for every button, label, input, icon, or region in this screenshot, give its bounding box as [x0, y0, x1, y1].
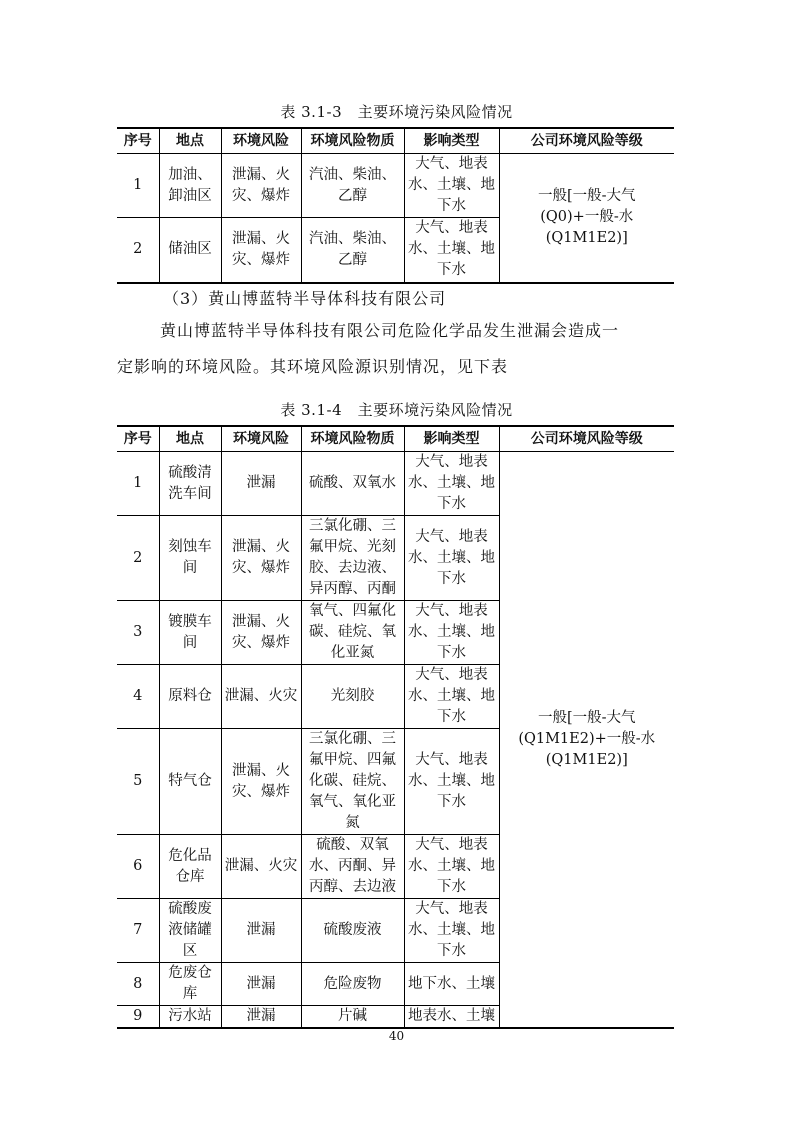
cell-no: 9 — [117, 1006, 159, 1029]
cell-place: 危废仓库 — [159, 963, 221, 1006]
paragraph-line-2: 定影响的环境风险。其环境风险源识别情况，见下表 — [117, 357, 509, 376]
cell-risk: 泄漏、火灾 — [221, 835, 301, 899]
col-header-level: 公司环境风险等级 — [499, 426, 674, 452]
cell-substance: 汽油、柴油、乙醇 — [301, 154, 404, 218]
cell-impact: 大气、地表水、土壤、地下水 — [404, 452, 499, 516]
cell-place: 加油、卸油区 — [159, 154, 221, 218]
cell-impact: 地下水、土壤 — [404, 963, 499, 1006]
col-header-no: 序号 — [117, 426, 159, 452]
table2-header-row — [117, 426, 674, 452]
cell-risk: 泄漏 — [221, 1006, 301, 1029]
col-header-place: 地点 — [159, 426, 221, 452]
cell-place: 储油区 — [159, 218, 221, 283]
cell-substance: 硫酸、双氧水、丙酮、异丙醇、去边液 — [301, 835, 404, 899]
cell-risk: 泄漏 — [221, 899, 301, 963]
cell-risk: 泄漏、火灾、爆炸 — [221, 218, 301, 283]
cell-impact: 大气、地表水、土壤、地下水 — [404, 154, 499, 218]
table1-caption: 表 3.1-3 主要环境污染风险情况 — [280, 103, 513, 121]
cell-risk: 泄漏 — [221, 963, 301, 1006]
cell-place: 原料仓 — [159, 665, 221, 729]
table-row — [117, 452, 674, 516]
cell-impact: 大气、地表水、土壤、地下水 — [404, 835, 499, 899]
cell-impact: 大气、地表水、土壤、地下水 — [404, 665, 499, 729]
cell-substance: 三氯化硼、三氟甲烷、四氟化碳、硅烷、氧气、氧化亚氮 — [301, 729, 404, 835]
cell-substance: 危险废物 — [301, 963, 404, 1006]
col-header-no: 序号 — [117, 128, 159, 154]
page-number: 40 — [388, 1029, 405, 1043]
cell-impact: 大气、地表水、土壤、地下水 — [404, 516, 499, 601]
cell-risk: 泄漏 — [221, 452, 301, 516]
cell-impact: 大气、地表水、土壤、地下水 — [404, 899, 499, 963]
cell-risk: 泄漏、火灾、爆炸 — [221, 516, 301, 601]
table1-header-row — [117, 128, 674, 154]
cell-substance: 汽油、柴油、乙醇 — [301, 218, 404, 283]
cell-place: 硫酸废液储罐区 — [159, 899, 221, 963]
table2-caption: 表 3.1-4 主要环境污染风险情况 — [280, 401, 513, 419]
col-header-place: 地点 — [159, 128, 221, 154]
paragraph-line-1: 黄山博蓝特半导体科技有限公司危险化学品发生泄漏会造成一 — [160, 321, 620, 340]
cell-impact: 大气、地表水、土壤、地下水 — [404, 218, 499, 283]
table-row — [117, 154, 674, 218]
cell-no: 5 — [117, 729, 159, 835]
cell-substance: 光刻胶 — [301, 665, 404, 729]
cell-no: 2 — [117, 516, 159, 601]
cell-no: 8 — [117, 963, 159, 1006]
col-header-substance: 环境风险物质 — [301, 128, 404, 154]
cell-place: 危化品仓库 — [159, 835, 221, 899]
cell-impact: 大气、地表水、土壤、地下水 — [404, 729, 499, 835]
table2 — [117, 425, 674, 1029]
cell-place: 硫酸清洗车间 — [159, 452, 221, 516]
cell-substance: 片碱 — [301, 1006, 404, 1029]
cell-risk: 泄漏、火灾、爆炸 — [221, 729, 301, 835]
section-subheading: （3）黄山博蓝特半导体科技有限公司 — [163, 289, 447, 308]
cell-substance: 硫酸、双氧水 — [301, 452, 404, 516]
cell-no: 2 — [117, 218, 159, 283]
cell-place: 污水站 — [159, 1006, 221, 1029]
cell-no: 3 — [117, 601, 159, 665]
cell-impact: 大气、地表水、土壤、地下水 — [404, 601, 499, 665]
cell-substance: 三氯化硼、三氟甲烷、光刻胶、去边液、异丙醇、丙酮 — [301, 516, 404, 601]
cell-level: 一般[一般-大气(Q0)+一般-水(Q1M1E2)] — [499, 154, 674, 283]
col-header-substance: 环境风险物质 — [301, 426, 404, 452]
cell-no: 4 — [117, 665, 159, 729]
col-header-impact: 影响类型 — [404, 128, 499, 154]
col-header-level: 公司环境风险等级 — [499, 128, 674, 154]
cell-substance: 硫酸废液 — [301, 899, 404, 963]
cell-risk: 泄漏、火灾、爆炸 — [221, 154, 301, 218]
cell-impact: 地表水、土壤 — [404, 1006, 499, 1029]
cell-no: 6 — [117, 835, 159, 899]
table1 — [117, 127, 674, 284]
col-header-risk: 环境风险 — [221, 128, 301, 154]
col-header-impact: 影响类型 — [404, 426, 499, 452]
cell-no: 1 — [117, 154, 159, 218]
col-header-risk: 环境风险 — [221, 426, 301, 452]
cell-risk: 泄漏、火灾 — [221, 665, 301, 729]
cell-no: 1 — [117, 452, 159, 516]
cell-level: 一般[一般-大气(Q1M1E2)+一般-水(Q1M1E2)] — [499, 452, 674, 1029]
cell-risk: 泄漏、火灾、爆炸 — [221, 601, 301, 665]
cell-substance: 氧气、四氟化碳、硅烷、氧化亚氮 — [301, 601, 404, 665]
cell-place: 镀膜车间 — [159, 601, 221, 665]
cell-place: 特气仓 — [159, 729, 221, 835]
cell-no: 7 — [117, 899, 159, 963]
cell-place: 刻蚀车间 — [159, 516, 221, 601]
